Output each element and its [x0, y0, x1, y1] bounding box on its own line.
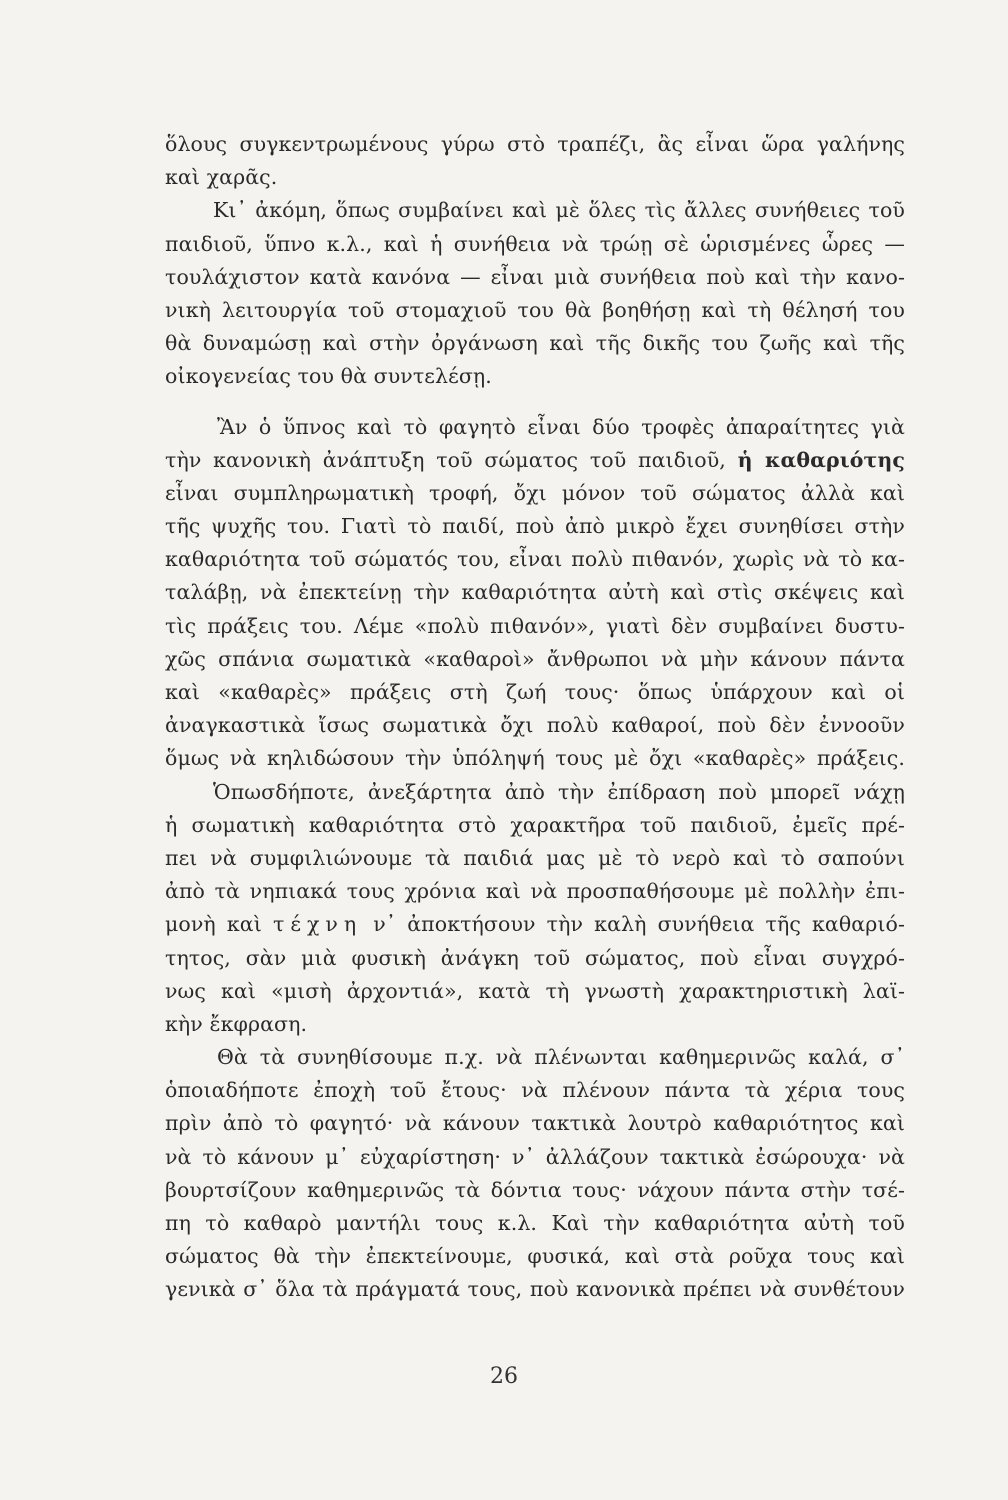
- text-line: ὅμως νὰ κηλιδώσουν τὴν ὑπόληψή τους μὲ ὄχι «καθαρὲς» πράξεις.: [165, 746, 905, 771]
- page-number: 26: [490, 1364, 518, 1389]
- text-line: καὶ χαρᾶς.: [165, 165, 278, 190]
- text-line: πει νὰ συμφιλιώνουμε τὰ παιδιά μας μὲ τὸ νερὸ καὶ τὸ σαπούνι: [165, 845, 905, 870]
- text-line: σώματος θὰ τὴν ἐπεκτείνουμε, φυσικά, καὶ στὰ ροῦχα τους καὶ: [165, 1244, 905, 1269]
- text-line: πρὶν ἀπὸ τὸ φαγητό· νὰ κάνουν τακτικὰ λουτρὸ καθαριότητος καὶ: [165, 1111, 905, 1136]
- text-line: γενικὰ σ᾽ ὅλα τὰ πράγματά τους, ποὺ κανονικὰ πρέπει νὰ συνθέτουν: [165, 1277, 905, 1302]
- text-line: καὶ «καθαρὲς» πράξεις στὴ ζωή τους· ὅπως ὑπάρχουν καὶ οἱ: [165, 680, 905, 704]
- emphasis-bold: ἡ καθαριότης: [737, 447, 905, 472]
- text-line: οἰκογενείας του θὰ συντελέσῃ.: [165, 364, 492, 389]
- text-line: τῆς ψυχῆς του. Γιατὶ τὸ παιδί, ποὺ ἀπὸ μικρὸ ἔχει συνηθίσει στὴν: [165, 514, 905, 539]
- text-line: ἀναγκαστικὰ ἴσως σωματικὰ ὄχι πολὺ καθαροί, ποὺ δὲν ἐννοοῦν: [165, 713, 905, 738]
- text-line: κὴν ἔκφραση.: [165, 1011, 308, 1036]
- text-line: καθαριότητα τοῦ σώματός του, εἶναι πολὺ πιθανόν, χωρὶς νὰ τὸ κα-: [165, 547, 905, 572]
- paragraph-gap: [165, 394, 905, 411]
- text-line: νικὴ λειτουργία τοῦ στομαχιοῦ του θὰ βοηθήσῃ καὶ τὴ θέλησή του: [165, 297, 905, 322]
- text-line: βουρτσίζουν καθημερινῶς τὰ δόντια τους· νάχουν πάντα στὴν τσέ-: [165, 1177, 905, 1202]
- text-line: χῶς σπάνια σωματικὰ «καθαροὶ» ἄνθρωποι νὰ μὴν κάνουν πάντα: [165, 646, 905, 671]
- text-line: Θὰ τὰ συνηθίσουμε π.χ. νὰ πλένωνται καθημερινῶς καλά, σ᾽: [217, 1045, 905, 1070]
- text-line: ὁποιαδήποτε ἐποχὴ τοῦ ἔτους· νὰ πλένουν πάντα τὰ χέρια τους: [165, 1078, 905, 1103]
- text-fragment: ν᾽ ἀποκτήσουν τὴν καλὴ συνήθεια τῆς καθαριό-: [373, 912, 905, 937]
- text-line: νως καὶ «μισὴ ἀρχοντιά», κατὰ τὴ γνωστὴ χαρακτηριστικὴ λαϊ-: [165, 978, 905, 1003]
- emphasis-spaced: τέχνη: [273, 912, 363, 937]
- text-line: παιδιοῦ, ὕπνο κ.λ., καὶ ἡ συνήθεια νὰ τρώῃ σὲ ὡρισμένες ὧρες —: [165, 231, 905, 256]
- text-fragment: μονὴ καὶ: [165, 912, 262, 937]
- text-line: πη τὸ καθαρὸ μαντήλι τους κ.λ. Καὶ τὴν καθαριότητα αὐτὴ τοῦ: [165, 1211, 905, 1235]
- text-line: νὰ τὸ κάνουν μ᾽ εὐχαρίστηση· ν᾽ ἀλλάζουν τακτικὰ ἐσώρουχα· νὰ: [165, 1144, 905, 1169]
- text-line: Κι᾽ ἀκόμη, ὅπως συμβαίνει καὶ μὲ ὅλες τὶς ἄλλες συνήθειες τοῦ: [213, 198, 905, 223]
- text-line: Ὁπωσδήποτε, ἀνεξάρτητα ἀπὸ τὴν ἐπίδραση ποὺ μπορεῖ νάχῃ: [213, 779, 905, 804]
- text-fragment: τὴν κανονικὴ ἀνάπτυξη τοῦ σώματος τοῦ παιδιοῦ,: [165, 447, 726, 472]
- text-line: τητος, σὰν μιὰ φυσικὴ ἀνάγκη τοῦ σώματος, ποὺ εἶναι συγχρό-: [165, 945, 905, 970]
- text-line: [165, 444, 905, 477]
- text-line: τὶς πράξεις του. Λέμε «πολὺ πιθανόν», γιατὶ δὲν συμβαίνει δυστυ-: [165, 613, 905, 638]
- text-line: τουλάχιστον κατὰ κανόνα — εἶναι μιὰ συνήθεια ποὺ καὶ τὴν κανο-: [165, 264, 905, 289]
- text-line: εἶναι συμπληρωματικὴ τροφή, ὄχι μόνον τοῦ σώματος ἀλλὰ καὶ: [165, 480, 905, 505]
- text-line: θὰ δυναμώσῃ καὶ στὴν ὀργάνωση καὶ τῆς δικῆς του ζωῆς καὶ τῆς: [165, 331, 905, 356]
- text-line: ἡ σωματικὴ καθαριότητα στὸ χαρακτῆρα τοῦ παιδιοῦ, ἐμεῖς πρέ-: [165, 812, 905, 837]
- text-line: ὅλους συγκεντρωμένους γύρω στὸ τραπέζι, ἂς εἶναι ὥρα γαλήνης: [165, 132, 905, 156]
- text-line: ταλάβῃ, νὰ ἐπεκτείνῃ τὴν καθαριότητα αὐτὴ καὶ στὶς σκέψεις καὶ: [165, 580, 905, 605]
- body-text: [165, 128, 905, 1307]
- text-line: Ἂν ὁ ὕπνος καὶ τὸ φαγητὸ εἶναι δύο τροφὲς ἀπαραίτητες γιὰ: [217, 414, 905, 439]
- text-line: ἀπὸ τὰ νηπιακά τους χρόνια καὶ νὰ προσπαθήσουμε μὲ πολλὴν ἐπι-: [165, 879, 905, 904]
- text-line: [165, 908, 905, 941]
